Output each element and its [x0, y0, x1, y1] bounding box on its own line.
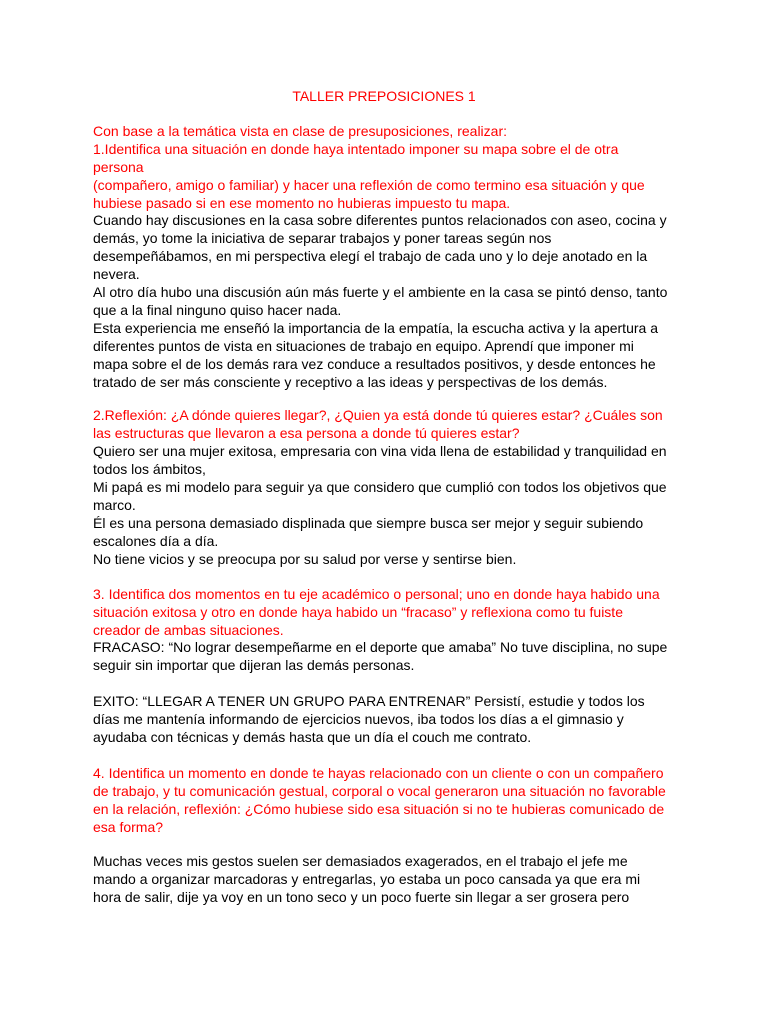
question-2: [93, 406, 683, 442]
text-line: Él es una persona demasiado displinada que siempre busca ser mejor y seguir subiendo: [93, 515, 644, 531]
text-line: No tiene vicios y se preocupa por su salud por verse y sentirse bien.: [93, 551, 517, 567]
text-line: 2.Reflexión: ¿A dónde quieres llegar?, ¿Quien ya está donde tú quieres estar? ¿Cuáles son: [93, 407, 663, 423]
text-line: creador de ambas situaciones.: [93, 622, 284, 638]
text-line: marco.: [93, 497, 136, 513]
text-line: situación exitosa y otro en donde haya habido un “fracaso” y reflexiona como tu fuiste: [93, 604, 623, 620]
text-line: diferentes puntos de vista en situaciones de trabajo en equipo. Aprendí que imponer mi: [93, 338, 634, 354]
answer-4: [93, 852, 683, 906]
question-4: [93, 764, 683, 836]
text-line: persona: [93, 159, 144, 175]
text-line: escalones día a día.: [93, 533, 219, 549]
text-line: días me mantenía informando de ejercicios nuevos, iba todos los días a el gimnasio y: [93, 711, 624, 727]
text-line: hora de salir, dije ya voy en un tono seco y un poco fuerte sin llegar a ser grosera pero: [93, 889, 630, 905]
text-line: hubiese pasado si en ese momento no hubieras impuesto tu mapa.: [93, 195, 511, 211]
text-line: 1.Identifica una situación en donde haya intentado imponer su mapa sobre el de otra: [93, 141, 619, 157]
instructions-question-1: [93, 122, 683, 212]
text-line: desempeñábamos, en mi perspectiva elegí el trabajo de cada uno y lo deje anotado en la: [93, 248, 648, 264]
text-line: Esta experiencia me enseñó la importancia de la empatía, la escucha activa y la apertura a: [93, 320, 658, 336]
text-line: Al otro día hubo una discusión aún más fuerte y el ambiente en la casa se pintó denso, tanto: [93, 284, 668, 300]
text-line: en la relación, reflexión: ¿Cómo hubiese sido esa situación si no te hubieras comunicado de: [93, 801, 665, 817]
answer-3-failure: [93, 638, 683, 674]
answer-2: [93, 442, 683, 568]
document-title: TALLER PREPOSICIONES 1: [292, 88, 476, 104]
text-line: ayudaba con técnicas y demás hasta que un día el couch me contrato.: [93, 729, 532, 745]
text-line: Muchas veces mis gestos suelen ser demasiados exagerados, en el trabajo el jefe me: [93, 853, 628, 869]
answer-1: [93, 211, 683, 391]
answer-3-success: [93, 692, 683, 746]
text-line: Mi papá es mi modelo para seguir ya que considero que cumplió con todos los objetivos que: [93, 479, 667, 495]
text-line: EXITO: “LLEGAR A TENER UN GRUPO PARA ENTRENAR” Persistí, estudie y todos los: [93, 693, 645, 709]
text-line: demás, yo tome la iniciativa de separar trabajos y poner tareas según nos: [93, 230, 552, 246]
text-line: Cuando hay discusiones en la casa sobre diferentes puntos relacionados con aseo, cocina y: [93, 212, 667, 228]
text-line: 3. Identifica dos momentos en tu eje académico o personal; uno en donde haya habido una: [93, 586, 660, 602]
text-line: nevera.: [93, 266, 140, 282]
text-line: mapa sobre el de los demás rara vez conduce a resultados positivos, y desde entonces he: [93, 356, 656, 372]
question-3: [93, 585, 683, 639]
text-line: seguir sin importar que dijeran las demás personas.: [93, 657, 415, 673]
text-line: de trabajo, y tu comunicación gestual, corporal o vocal generaron una situación no favorable: [93, 783, 666, 799]
text-line: 4. Identifica un momento en donde te hayas relacionado con un cliente o con un compañero: [93, 765, 664, 781]
text-line: Quiero ser una mujer exitosa, empresaria con vina vida llena de estabilidad y tranquilidad en: [93, 443, 667, 459]
text-line: mando a organizar marcadoras y entregarlas, yo estaba un poco cansada ya que era mi: [93, 871, 641, 887]
text-line: (compañero, amigo o familiar) y hacer una reflexión de como termino esa situación y que: [93, 177, 645, 193]
text-line: esa forma?: [93, 819, 164, 835]
text-line: Con base a la temática vista en clase de presuposiciones, realizar:: [93, 123, 507, 139]
text-line: FRACASO: “No lograr desempeñarme en el deporte que amaba” No tuve disciplina, no supe: [93, 639, 668, 655]
text-line: todos los ámbitos,: [93, 461, 206, 477]
text-line: tratado de ser más consciente y receptivo a las ideas y perspectivas de los demás.: [93, 374, 608, 390]
text-line: las estructuras que llevaron a esa persona a donde tú quieres estar?: [93, 425, 520, 441]
text-line: que a la final ninguno quiso hacer nada.: [93, 302, 342, 318]
